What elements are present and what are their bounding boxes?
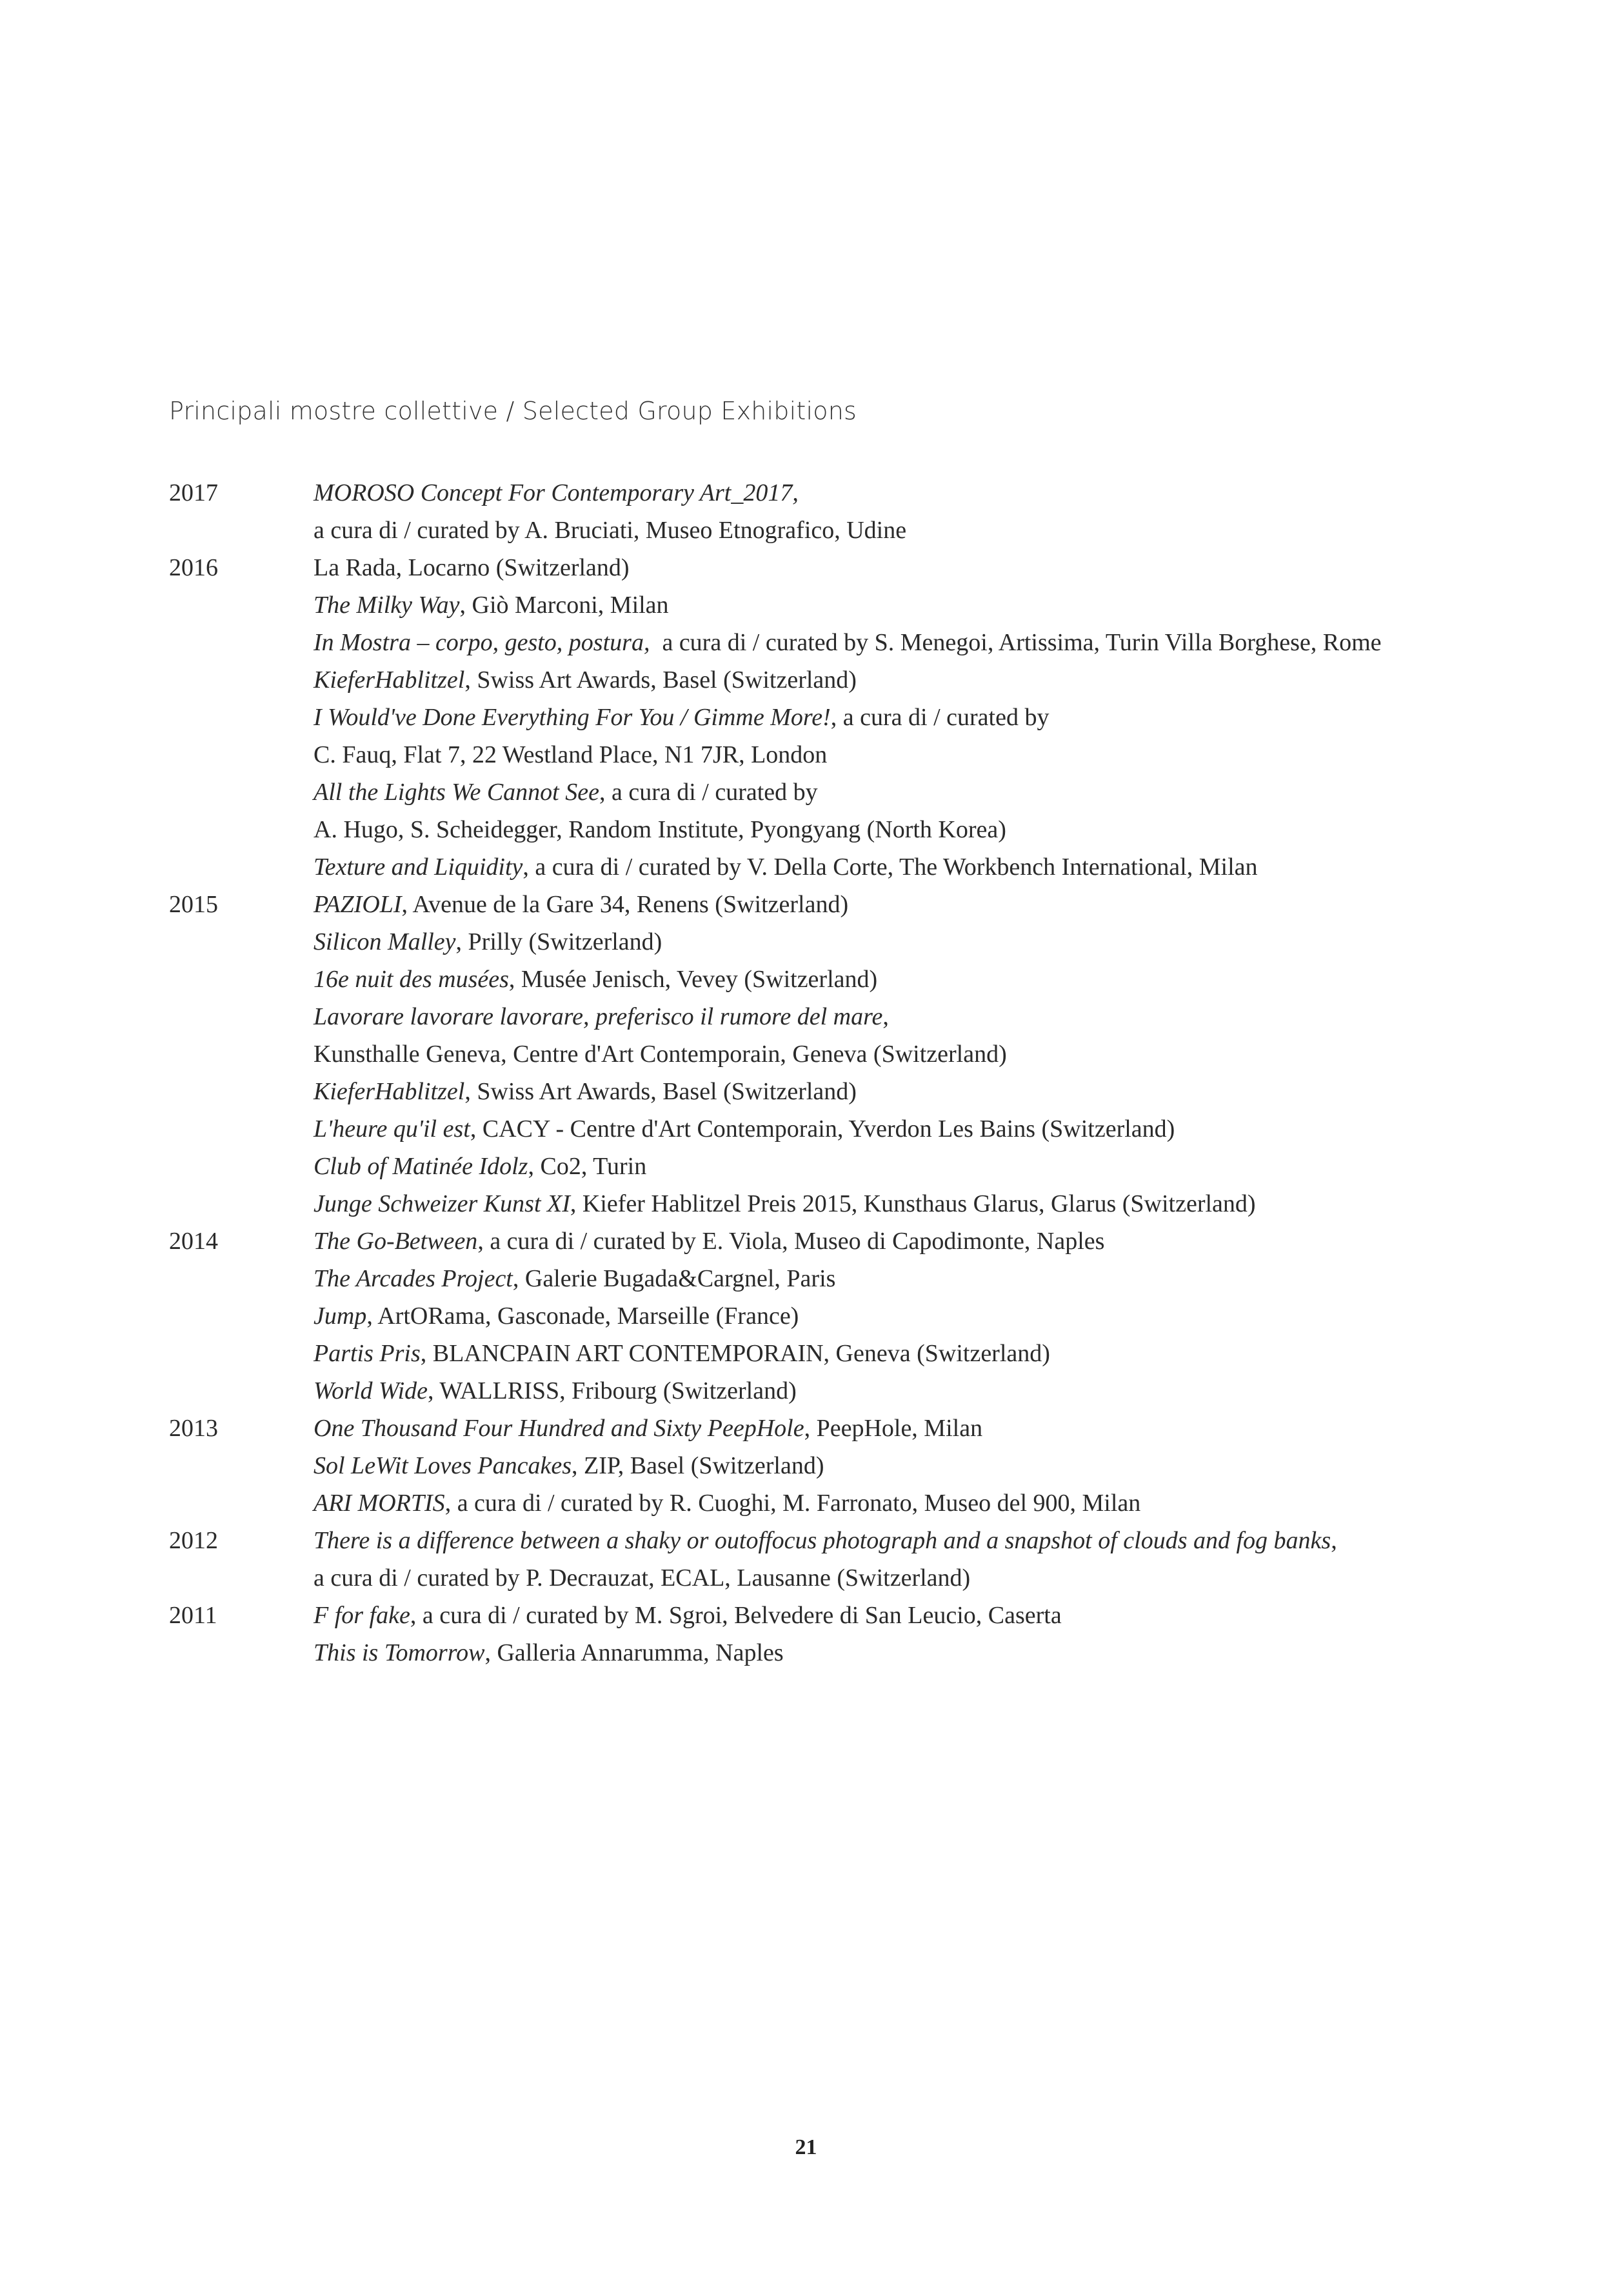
exhibition-row (169, 1185, 1459, 1223)
exhibition-title: Jump (313, 1303, 367, 1330)
exhibition-title: Silicon Malley (313, 928, 456, 955)
exhibition-text (313, 1559, 970, 1597)
exhibition-row (169, 774, 1459, 811)
exhibition-title: The Go-Between (313, 1228, 478, 1255)
exhibition-text (313, 774, 818, 811)
exhibition-details: , a cura di / curated by (830, 704, 1050, 731)
exhibition-title: KieferHablitzel (313, 666, 465, 694)
exhibition-row (169, 848, 1459, 886)
exhibition-row (169, 512, 1459, 549)
exhibition-row (169, 1260, 1459, 1297)
page-number: 21 (795, 2135, 817, 2159)
exhibition-details: , Giò Marconi, Milan (459, 592, 669, 619)
exhibition-text (313, 1073, 857, 1110)
exhibition-details: Kunsthalle Geneva, Centre d'Art Contemporain, Geneva (Switzerland) (313, 1041, 1007, 1068)
exhibition-row (169, 1484, 1459, 1522)
exhibition-title: This is Tomorrow (313, 1639, 485, 1666)
exhibition-details: a cura di / curated by S. Menegoi, Artissima, Turin Villa Borghese, Rome (650, 629, 1382, 656)
exhibition-text (313, 512, 906, 549)
exhibition-title: PAZIOLI (313, 891, 402, 918)
exhibition-title: Texture and Liquidity (313, 854, 523, 881)
exhibition-year: 2012 (169, 1527, 218, 1554)
exhibition-text (313, 1035, 1007, 1073)
exhibition-text (313, 474, 799, 512)
exhibition-year: 2013 (169, 1415, 218, 1442)
exhibition-details: , a cura di / curated by M. Sgroi, Belvedere di San Leucio, Caserta (410, 1602, 1062, 1629)
exhibition-details: , WALLRISS, Fribourg (Switzerland) (428, 1377, 797, 1404)
exhibition-text (313, 1522, 1337, 1559)
exhibition-details: a cura di / curated by P. Decrauzat, ECAL, Lausanne (Switzerland) (313, 1564, 971, 1592)
exhibition-details: , Musée Jenisch, Vevey (Switzerland) (508, 966, 878, 993)
exhibition-text (313, 1597, 1062, 1634)
exhibition-year: 2014 (169, 1228, 218, 1255)
exhibition-details: A. Hugo, S. Scheidegger, Random Institute, Pyongyang (North Korea) (313, 816, 1006, 843)
exhibition-row (169, 1522, 1459, 1559)
exhibition-details: , Avenue de la Gare 34, Renens (Switzerland) (401, 891, 849, 918)
exhibition-details: , (1331, 1527, 1337, 1554)
exhibition-text (313, 699, 1049, 736)
exhibition-year: 2011 (169, 1602, 217, 1629)
exhibition-title: Club of Matinée Idolz (313, 1153, 528, 1180)
exhibition-details: , Prilly (Switzerland) (455, 928, 662, 955)
exhibition-text (313, 1297, 799, 1335)
exhibition-row (169, 1223, 1459, 1260)
exhibition-text (313, 886, 848, 923)
exhibition-details: , Galerie Bugada&Cargnel, Paris (512, 1265, 836, 1292)
exhibition-row (169, 624, 1459, 661)
exhibition-text (313, 1410, 982, 1447)
exhibition-details: , a cura di / curated by R. Cuoghi, M. Farronato, Museo del 900, Milan (444, 1490, 1141, 1517)
exhibition-details: , Galleria Annarumma, Naples (484, 1639, 784, 1666)
exhibition-row (169, 811, 1459, 848)
exhibition-row (169, 474, 1459, 512)
exhibition-details: a cura di / curated by A. Bruciati, Museo Etnografico, Udine (313, 517, 907, 544)
exhibition-text (313, 624, 1382, 661)
exhibition-title: 16e nuit des musées (313, 966, 509, 993)
exhibition-title: There is a difference between a shaky or outoffocus photograph and a snapshot of clouds and fog banks (313, 1527, 1331, 1554)
exhibition-text (313, 1223, 1104, 1260)
exhibition-row (169, 661, 1459, 699)
exhibition-title: Lavorare lavorare lavorare, preferisco il rumore del mare (313, 1003, 883, 1030)
exhibition-details: , CACY - Centre d'Art Contemporain, Yverdon Les Bains (Switzerland) (470, 1115, 1175, 1143)
exhibition-details: , Swiss Art Awards, Basel (Switzerland) (464, 1078, 857, 1105)
exhibition-row (169, 549, 1459, 586)
exhibition-details: , BLANCPAIN ART CONTEMPORAIN, Geneva (Switzerland) (420, 1340, 1050, 1367)
exhibition-text (313, 549, 630, 586)
exhibition-title: The Arcades Project (313, 1265, 513, 1292)
exhibition-title: L'heure qu'il est (313, 1115, 470, 1143)
exhibition-text (313, 1148, 646, 1185)
exhibition-row (169, 736, 1459, 774)
exhibition-text (313, 586, 669, 624)
exhibition-row (169, 586, 1459, 624)
exhibition-title: I Would've Done Everything For You / Gimme More! (313, 704, 831, 731)
exhibition-row (169, 961, 1459, 998)
exhibition-details: , a cura di / curated by (599, 779, 818, 806)
exhibition-title: KieferHablitzel (313, 1078, 465, 1105)
exhibition-text (313, 848, 1258, 886)
exhibition-text (313, 1634, 784, 1672)
exhibition-text (313, 1372, 797, 1410)
exhibition-row (169, 1634, 1459, 1672)
exhibition-details: , ZIP, Basel (Switzerland) (571, 1452, 824, 1479)
exhibition-row (169, 1148, 1459, 1185)
exhibition-text (313, 736, 827, 774)
exhibition-details: La Rada, Locarno (Switzerland) (313, 554, 630, 581)
exhibition-row (169, 1559, 1459, 1597)
exhibition-details: , Kiefer Hablitzel Preis 2015, Kunsthaus Glarus, Glarus (Switzerland) (570, 1190, 1256, 1217)
exhibition-text (313, 923, 662, 961)
exhibition-title: Sol LeWit Loves Pancakes (313, 1452, 572, 1479)
exhibition-title: All the Lights We Cannot See (313, 779, 599, 806)
section-heading: Principali mostre collettive / Selected Group Exhibitions (169, 397, 857, 425)
exhibition-row (169, 699, 1459, 736)
exhibition-title: The Milky Way (313, 592, 460, 619)
exhibition-details: C. Fauq, Flat 7, 22 Westland Place, N1 7JR, London (313, 741, 828, 768)
exhibition-year: 2016 (169, 554, 218, 581)
exhibition-details: , a cura di / curated by V. Della Corte, The Workbench International, Milan (522, 854, 1258, 881)
exhibition-text (313, 961, 877, 998)
exhibition-title: In Mostra – corpo, gesto, postura, (313, 629, 650, 656)
exhibition-text (313, 811, 1006, 848)
exhibition-title: F for fake (313, 1602, 410, 1629)
exhibition-text (313, 661, 857, 699)
exhibition-list (169, 474, 1459, 1672)
exhibition-title: One Thousand Four Hundred and Sixty PeepHole (313, 1415, 804, 1442)
exhibition-row (169, 1447, 1459, 1484)
exhibition-details: , Co2, Turin (528, 1153, 647, 1180)
exhibition-year: 2015 (169, 891, 218, 918)
exhibition-text (313, 1185, 1256, 1223)
exhibition-title: Partis Pris (313, 1340, 421, 1367)
exhibition-title: World Wide (313, 1377, 428, 1404)
exhibition-row (169, 1372, 1459, 1410)
exhibition-text (313, 1484, 1140, 1522)
exhibition-text (313, 1447, 824, 1484)
exhibition-title: Junge Schweizer Kunst XI (313, 1190, 570, 1217)
exhibition-row (169, 1297, 1459, 1335)
exhibition-details: , (882, 1003, 889, 1030)
exhibition-row (169, 1073, 1459, 1110)
exhibition-row (169, 1410, 1459, 1447)
exhibition-row (169, 1597, 1459, 1634)
exhibition-text (313, 998, 889, 1035)
exhibition-row (169, 886, 1459, 923)
exhibition-year: 2017 (169, 479, 218, 506)
exhibition-title: MOROSO Concept For Contemporary Art_2017, (313, 479, 799, 506)
exhibition-row (169, 923, 1459, 961)
exhibition-row (169, 1035, 1459, 1073)
exhibition-details: , PeepHole, Milan (804, 1415, 983, 1442)
exhibition-details: , a cura di / curated by E. Viola, Museo di Capodimonte, Naples (477, 1228, 1105, 1255)
exhibition-row (169, 1110, 1459, 1148)
exhibition-title: ARI MORTIS (313, 1490, 445, 1517)
exhibition-details: , Swiss Art Awards, Basel (Switzerland) (464, 666, 857, 694)
exhibition-row (169, 1335, 1459, 1372)
exhibition-text (313, 1335, 1050, 1372)
exhibition-row (169, 998, 1459, 1035)
exhibition-text (313, 1260, 835, 1297)
exhibition-details: , ArtORama, Gasconade, Marseille (France) (366, 1303, 799, 1330)
exhibition-text (313, 1110, 1175, 1148)
